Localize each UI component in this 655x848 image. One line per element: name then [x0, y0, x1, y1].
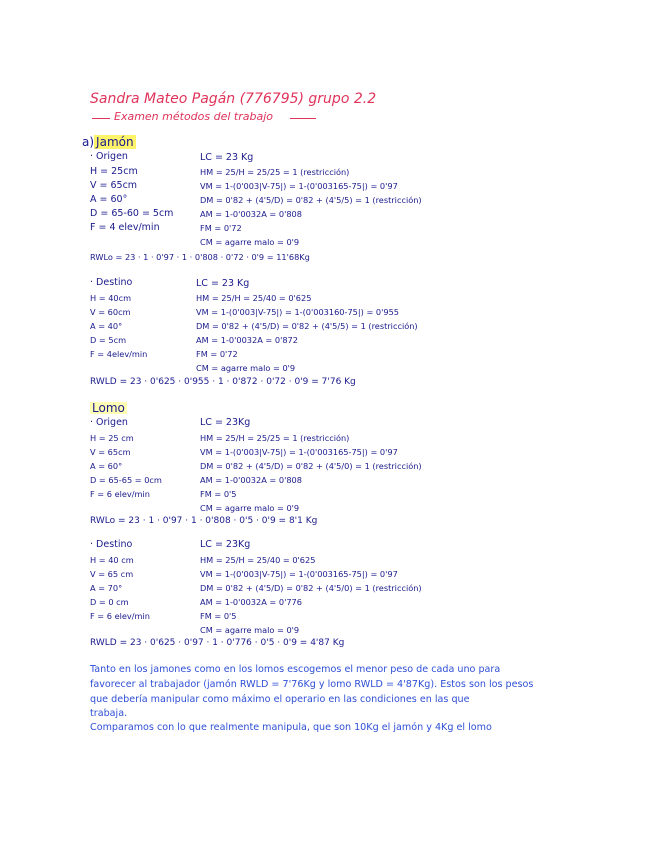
jamon-destino-v: V = 60cm: [90, 307, 131, 317]
author-header: Sandra Mateo Pagán (776795) grupo 2.2: [90, 91, 377, 107]
lomo-origen-v: V = 65cm: [90, 447, 131, 457]
lomo-destino-h: H = 40 cm: [90, 555, 134, 565]
lomo-destino-f: F = 6 elev/min: [90, 611, 150, 621]
jamon-destino-rwl: RWLD = 23 · 0'625 · 0'955 · 1 · 0'872 · 0'72 · 0'9 = 7'76 Kg: [90, 377, 356, 387]
lomo-origen-vm: VM = 1-(0'003|V-75|) = 1-(0'003165-75|) = 0'97: [200, 447, 398, 457]
lomo-origen-fm: FM = 0'5: [200, 489, 237, 499]
lomo-origen-title: · Origen: [90, 417, 128, 428]
lomo-origen-hm: HM = 25/H = 25/25 = 1 (restricción): [200, 433, 350, 443]
lomo-destino-hm: HM = 25/H = 25/40 = 0'625: [200, 555, 316, 565]
subtitle-dash-right: [290, 118, 316, 119]
conclusion-line-3: que debería manipular como máximo el operario en las condiciones en las que: [90, 694, 470, 705]
conclusion-line-5: Comparamos con lo que realmente manipula, que son 10Kg el jamón y 4Kg el lomo: [90, 722, 492, 733]
lomo-origen-rwl: RWLo = 23 · 1 · 0'97 · 1 · 0'808 · 0'5 · 0'9 = 8'1 Kg: [90, 516, 318, 526]
lomo-destino-a: A = 70°: [90, 583, 123, 593]
jamon-origen-v: V = 65cm: [90, 180, 138, 191]
lomo-destino-dm: DM = 0'82 + (4'5/D) = 0'82 + (4'5/0) = 1 (restricción): [200, 583, 422, 593]
conclusion-line-1: Tanto en los jamones como en los lomos escogemos el menor peso de cada uno para: [90, 664, 501, 675]
jamon-destino-fm: FM = 0'72: [196, 349, 238, 359]
lomo-origen-h: H = 25 cm: [90, 433, 134, 443]
jamon-destino-hm: HM = 25/H = 25/40 = 0'625: [196, 293, 312, 303]
jamon-origen-hm: HM = 25/H = 25/25 = 1 (restricción): [200, 167, 350, 177]
lomo-origen-am: AM = 1-0'0032A = 0'808: [200, 475, 302, 485]
jamon-origen-dm: DM = 0'82 + (4'5/D) = 0'82 + (4'5/5) = 1 (restricción): [200, 195, 422, 205]
jamon-origen-title: · Origen: [90, 151, 128, 162]
lomo-destino-d: D = 0 cm: [90, 597, 129, 607]
jamon-destino-am: AM = 1-0'0032A = 0'872: [196, 335, 298, 345]
jamon-destino-vm: VM = 1-(0'003|V-75|) = 1-(0'003160-75|) = 0'955: [196, 307, 399, 317]
exam-subtitle: Examen métodos del trabajo: [114, 110, 274, 123]
section-lomo-heading: Lomo: [92, 401, 125, 415]
lomo-origen-cm: CM = agarre malo = 0'9: [200, 503, 300, 513]
lomo-origen-d: D = 65-65 = 0cm: [90, 475, 162, 485]
lomo-destino-lc: LC = 23Kg: [200, 539, 251, 550]
jamon-origen-h: H = 25cm: [90, 166, 138, 177]
lomo-destino-fm: FM = 0'5: [200, 611, 237, 621]
lomo-destino-title: · Destino: [90, 539, 133, 550]
lomo-destino-am: AM = 1-0'0032A = 0'776: [200, 597, 302, 607]
section-jamon-title: Jamón: [96, 135, 134, 149]
jamon-origen-fm: FM = 0'72: [200, 223, 242, 233]
jamon-destino-cm: CM = agarre malo = 0'9: [196, 363, 296, 373]
jamon-destino-title: · Destino: [90, 277, 133, 288]
jamon-destino-a: A = 40°: [90, 321, 123, 331]
jamon-origen-am: AM = 1-0'0032A = 0'808: [200, 209, 302, 219]
lomo-destino-vm: VM = 1-(0'003|V-75|) = 1-(0'003165-75|) = 0'97: [200, 569, 398, 579]
jamon-origen-lc: LC = 23 Kg: [200, 152, 254, 163]
lomo-destino-rwl: RWLD = 23 · 0'625 · 0'97 · 1 · 0'776 · 0'5 · 0'9 = 4'87 Kg: [90, 638, 345, 648]
jamon-destino-d: D = 5cm: [90, 335, 127, 345]
jamon-origen-f: F = 4 elev/min: [90, 222, 160, 233]
jamon-origen-cm: CM = agarre malo = 0'9: [200, 237, 300, 247]
jamon-destino-lc: LC = 23 Kg: [196, 278, 250, 289]
jamon-origen-vm: VM = 1-(0'003|V-75|) = 1-(0'003165-75|) = 0'97: [200, 181, 398, 191]
conclusion-line-4: trabaja.: [90, 708, 128, 719]
jamon-origen-d: D = 65-60 = 5cm: [90, 208, 174, 219]
section-jamon-heading: [82, 136, 136, 148]
jamon-destino-f: F = 4elev/min: [90, 349, 148, 359]
lomo-origen-f: F = 6 elev/min: [90, 489, 150, 499]
lomo-origen-a: A = 60°: [90, 461, 123, 471]
conclusion-line-2: favorecer al trabajador (jamón RWLD = 7'76Kg y lomo RWLD = 4'87Kg). Estos son los pesos: [90, 679, 534, 690]
lomo-origen-lc: LC = 23Kg: [200, 417, 251, 428]
jamon-destino-dm: DM = 0'82 + (4'5/D) = 0'82 + (4'5/5) = 1 (restricción): [196, 321, 418, 331]
jamon-origen-a: A = 60°: [90, 194, 128, 205]
subtitle-dash-left: [92, 118, 110, 119]
jamon-destino-h: H = 40cm: [90, 293, 132, 303]
section-letter: a): [82, 135, 95, 149]
lomo-destino-v: V = 65 cm: [90, 569, 134, 579]
lomo-destino-cm: CM = agarre malo = 0'9: [200, 625, 300, 635]
lomo-origen-dm: DM = 0'82 + (4'5/D) = 0'82 + (4'5/0) = 1 (restricción): [200, 461, 422, 471]
jamon-origen-rwl: RWLo = 23 · 1 · 0'97 · 1 · 0'808 · 0'72 · 0'9 = 11'68Kg: [90, 252, 310, 262]
